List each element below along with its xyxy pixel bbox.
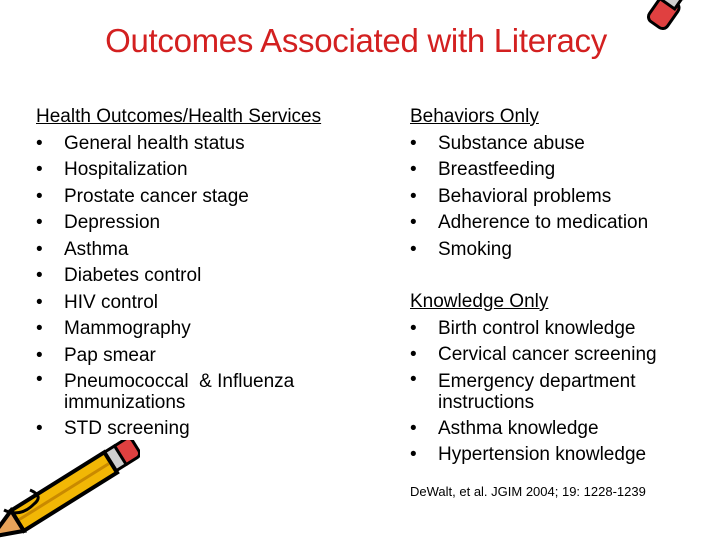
list-item: • Breastfeeding bbox=[410, 159, 556, 180]
page-title: Outcomes Associated with Literacy bbox=[105, 22, 607, 59]
behaviors-heading: Behaviors Only bbox=[410, 106, 539, 127]
list-item: • STD screening bbox=[36, 418, 190, 439]
pencil-icon bbox=[572, 0, 720, 210]
pencil-icon bbox=[0, 440, 140, 540]
list-item: • Hospitalization bbox=[36, 159, 188, 180]
list-item: • Prostate cancer stage bbox=[36, 185, 249, 207]
list-item: • Diabetes control bbox=[36, 265, 202, 286]
health-outcomes-heading: Health Outcomes/Health Services bbox=[36, 106, 322, 127]
knowledge-list bbox=[410, 316, 710, 469]
list-item: • Asthma knowledge bbox=[410, 417, 599, 439]
list-item: • Pneumococcal & Influenza immunizations bbox=[36, 369, 300, 413]
list-item: • Emergency department instructions bbox=[410, 368, 636, 413]
list-item: • Birth control knowledge bbox=[410, 317, 636, 339]
list-item: • General health status bbox=[36, 132, 245, 154]
list-item: • Behavioral problems bbox=[410, 185, 612, 207]
list-item: • Substance abuse bbox=[410, 132, 585, 154]
health-outcomes-column bbox=[36, 104, 366, 443]
list-item: • Depression bbox=[36, 212, 161, 233]
list-item: • Mammography bbox=[36, 318, 191, 339]
list-item: • Pap smear bbox=[36, 344, 156, 366]
citation: DeWalt, et al. JGIM 2004; 19: 1228-1239 bbox=[410, 484, 646, 499]
list-item: • Asthma bbox=[36, 238, 129, 260]
list-item: • HIV control bbox=[36, 291, 158, 313]
list-item: • Smoking bbox=[410, 238, 512, 260]
list-item: • Adherence to medication bbox=[410, 212, 649, 233]
knowledge-heading: Knowledge Only bbox=[410, 291, 549, 312]
health-outcomes-list bbox=[36, 131, 366, 443]
section-spacer bbox=[410, 263, 710, 289]
list-item: • Cervical cancer screening bbox=[410, 344, 657, 365]
list-item: • Hypertension knowledge bbox=[410, 444, 647, 465]
